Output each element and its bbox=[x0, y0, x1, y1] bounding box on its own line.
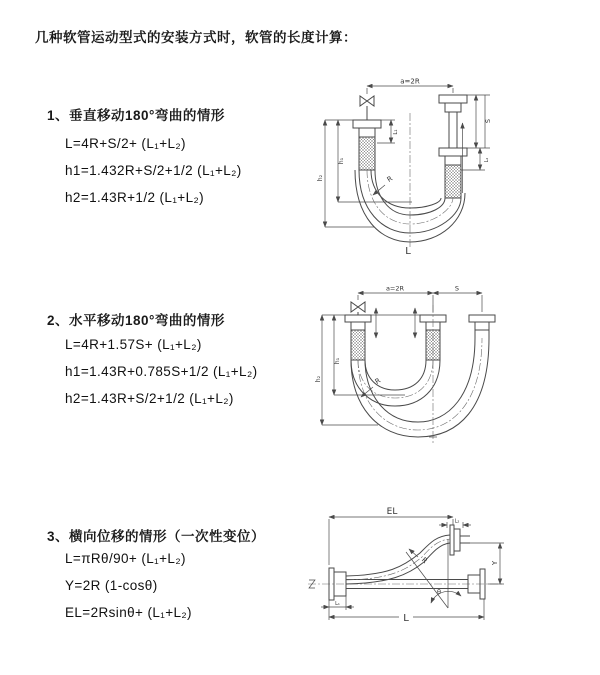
page-title: 几种软管运动型式的安装方式时，软管的长度计算： bbox=[35, 30, 357, 45]
angle-construction bbox=[406, 539, 461, 608]
diagram-horizontal-movement bbox=[310, 283, 510, 460]
formula-line: L=πRθ/90+ (L₁+L₂) bbox=[65, 551, 186, 566]
dim-label-s: S bbox=[454, 284, 460, 293]
dimension-l1 bbox=[377, 120, 399, 143]
dim-label-a2r: a=2R bbox=[400, 77, 420, 86]
dimension-h bbox=[317, 120, 412, 227]
dimension-a2r bbox=[367, 78, 453, 95]
dim-label-l1: L₁ bbox=[393, 129, 399, 135]
dim-label-r: R bbox=[385, 174, 395, 184]
formula-line: h1=1.43R+0.785S+1/2 (L₁+L₂) bbox=[65, 364, 258, 379]
formula-line: Y=2R (1-cosθ) bbox=[65, 578, 158, 593]
hose-braid bbox=[351, 330, 365, 360]
dimension-s bbox=[467, 95, 492, 148]
section-2-heading: 2、水平移动180°弯曲的情形 bbox=[47, 313, 225, 328]
hose-braid bbox=[445, 165, 461, 198]
dimension-l bbox=[329, 599, 484, 624]
section-3-heading: 3、横向位移的情形（一次性变位） bbox=[47, 529, 266, 544]
dim-label-h1: h₁ bbox=[334, 357, 341, 365]
upper-right-flange bbox=[450, 525, 470, 555]
dimension-l1 bbox=[321, 596, 354, 610]
dim-label-l1: L₁ bbox=[335, 601, 340, 607]
formula-line: h1=1.432R+S/2+1/2 (L₁+L₂) bbox=[65, 163, 242, 178]
dim-label-l: L bbox=[403, 613, 409, 624]
dim-label-el: EL bbox=[386, 507, 398, 517]
dimension-el bbox=[329, 507, 453, 565]
valve-icon bbox=[351, 302, 365, 315]
dim-label-r: R bbox=[373, 376, 383, 386]
section-1-heading: 1、垂直移动180°弯曲的情形 bbox=[47, 108, 225, 123]
hose-s-curve bbox=[346, 535, 450, 584]
dimension-l2 bbox=[439, 519, 471, 529]
diagram-vertical-movement bbox=[312, 75, 512, 260]
valve-icon bbox=[360, 96, 374, 120]
dim-label-h2: h₂ bbox=[317, 174, 324, 182]
dim-label-h1: h₁ bbox=[338, 157, 345, 165]
formula-line: L=4R+1.57S+ (L₁+L₂) bbox=[65, 337, 202, 352]
formula-line: h2=1.43R+1/2 (L₁+L₂) bbox=[65, 190, 205, 205]
flanges bbox=[345, 315, 495, 360]
right-flange bbox=[439, 95, 467, 198]
formula-line: EL=2Rsinθ+ (L₁+L₂) bbox=[65, 605, 192, 620]
dim-label-theta: θ bbox=[437, 588, 441, 596]
formula-line: L=4R+S/2+ (L₁+L₂) bbox=[65, 136, 186, 151]
dimension-l1 bbox=[322, 308, 426, 338]
hose-u-bend bbox=[351, 338, 489, 437]
dim-label-h2: h₂ bbox=[315, 375, 322, 383]
dimension-y bbox=[470, 543, 504, 584]
hose-braid bbox=[359, 137, 375, 170]
dim-label-l2: L₂ bbox=[454, 518, 460, 525]
formula-line: h2=1.43R+S/2+1/2 (L₁+L₂) bbox=[65, 391, 234, 406]
dim-label-y: Y bbox=[491, 560, 499, 566]
dimension-l2 bbox=[461, 148, 490, 170]
radius-callout bbox=[409, 549, 429, 565]
dim-label-l2: L₂ bbox=[484, 157, 490, 163]
dimension-a2r bbox=[358, 285, 482, 313]
dim-label-r: R bbox=[419, 555, 429, 566]
dim-label-l: L bbox=[405, 246, 411, 257]
dim-label-a2r: a=2R bbox=[385, 284, 405, 293]
dim-label-s: S bbox=[484, 118, 492, 124]
diagram-lateral-displacement bbox=[300, 495, 515, 635]
left-flange bbox=[353, 120, 381, 170]
